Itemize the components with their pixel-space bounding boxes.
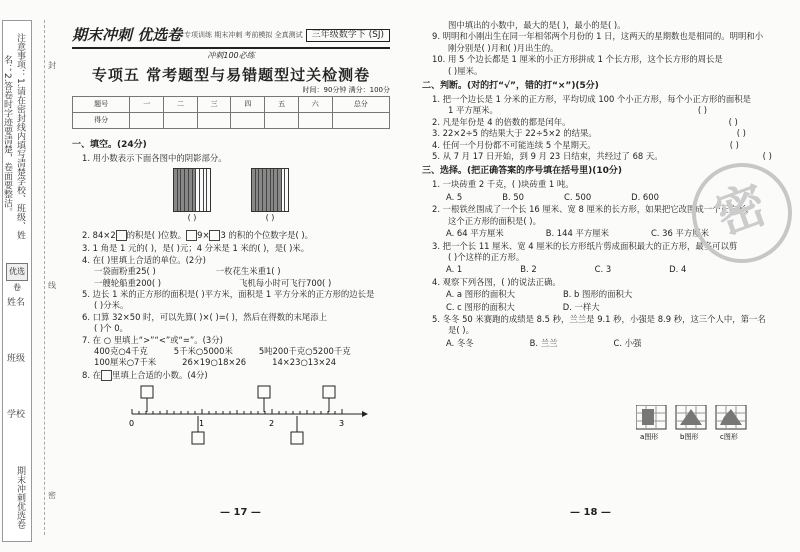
question: 3. 把一个长 11 厘米、宽 4 厘米的长方形纸片剪成面积最大的正方形，最多可以剪 [432,240,738,251]
figure-b [251,168,289,222]
motto: 冲刺100必练 [207,51,255,60]
compare-row: 400克○4千克 5千米○5000米 5吨200千克○5200千克 [94,346,351,357]
strip-school-label: 学校 [6,410,25,420]
section-heading: 二、判断。(对的打“√”，错的打“×”)(5分) [422,81,599,92]
question: 3. 22×2÷5 的结果大于 22÷5×2 的结果。 ( ) [432,128,746,139]
section-heading: 三、选择。(把正确答案的序号填在括号里)(10分) [422,166,622,177]
score-cell: 二 [164,97,198,113]
left-page [72,28,390,454]
page-number-left: — 17 — [220,507,261,518]
question-cont: ( )分米。 [94,300,129,311]
answer-box [192,432,204,444]
score-input[interactable] [298,113,332,129]
score-input[interactable] [164,113,198,129]
score-input[interactable] [231,113,265,129]
page-number-right: — 18 — [570,507,611,518]
question: 9. 明明和小刚出生在同一年相邻两个月份的 1 日，这两天的星期数也是相同的。明明和小 [432,31,764,42]
score-cell: 五 [265,97,299,113]
question: 5. 边长 1 米的正方形的面积是( )平方米，面积是 1 平方分米的正方形的边长是 [82,289,375,300]
question: 6. 口算 32×50 时，可以先算( )×( )=( )，然后在得数的末尾添上 [82,311,328,322]
time-score: 时间：90分钟 满分：100分 [302,86,390,94]
question: 2. 凡是年份是 4 的倍数的都是闰年。 ( ) [432,116,738,127]
cut-mark-mid: 线 [48,281,56,290]
question: 3. 1 角是 1 元的( )，是( )元；4 分米是 1 米的( )，是( )米。 [82,243,310,254]
compare-row: 100厘米○7千米 26×19○18×26 14×23○13×24 [94,357,337,368]
question: 2. 一根铁丝围成了一个长 16 厘米、宽 8 厘米的长方形，如果把它改围成一个正方形， [432,204,755,215]
page-header [72,28,390,49]
tick-label: 3 [339,418,345,428]
question: 1. 用小数表示下面各图中的阴影部分。 [82,153,227,163]
bar-figure-icon [251,168,289,212]
grid-figure-a [636,405,666,429]
figure-caption: a图形 [640,433,659,441]
cut-mark-top: 封 [48,61,56,70]
options-row: A. a 图形的面积大 B. b 图形的面积大 [446,289,633,300]
question-cont: 1 平方厘米。 ( ) [448,105,708,116]
grid-figure-b [676,405,706,429]
cut-line [44,20,45,535]
bar-figure-icon [173,168,211,212]
options-row: A. 冬冬 B. 兰兰 C. 小强 [446,337,642,348]
strip-name-label: 姓名 [6,298,25,308]
options-row: C. c 图形的面积大 D. 一样大 [446,301,600,312]
question: 7. 在 ○ 里填上“>”“<”或“=”。(3分) [82,334,223,345]
question: 4. 任何一个月份都不可能连续 5 个星期天。 ( ) [432,139,739,150]
blank-box-icon [116,230,127,241]
score-input[interactable] [265,113,299,129]
number-line-ticks [132,409,342,414]
question-row: 一袋面粉重25( ) 一枚花生米重1( ) [94,266,281,277]
score-cell: 得分 [73,113,130,129]
binding-strip [2,20,32,542]
arrow-icon [362,411,368,417]
score-input[interactable] [197,113,231,129]
question-cont: ( )个这样的正方形。 [448,251,525,262]
question-cont: 刚分别是( )月和( )月出生的。 [448,42,559,53]
answer-box [323,386,335,398]
answer-box [291,432,303,444]
score-cell: 总分 [332,97,389,113]
page-title: 专项五 常考题型与易错题型过关检测卷 [91,66,371,84]
strip-instructions: 注意事项：1.请在密封线内填写清楚学校、班级、姓名；2.答卷时字迹要清楚，卷面要整洁。 [2,32,25,240]
question: 5. 冬冬 50 米赛跑的成绩是 8.5 秒，兰兰是 9.1 秒，小强是 8.9 秒，这三个人中，第一名 [432,313,766,324]
score-row [73,113,390,129]
figure-answer: ( ) [265,213,275,223]
answer-box [258,386,270,398]
question: 1. 一块砖重 2 千克，( )块砖重 1 吨。 [432,179,574,190]
cut-mark-bottom: 密 [48,491,56,500]
figure-a [173,168,211,222]
options-row: A. 64 平方厘米 B. 144 平方厘米 C. 36 平方厘米 [446,228,709,239]
score-input[interactable] [130,113,164,129]
tick-label: 1 [199,418,205,428]
brand-title: 期末冲刺 优选卷 [72,26,183,44]
brand-tagline: 专项训练 期末冲刺 考前模拟 全真测试 [183,31,303,39]
question-cont: 是( )。 [448,325,474,336]
secret-seal-stamp: 密 [678,149,800,277]
score-header-row [73,97,390,113]
question: 1. 把一个边长是 1 分米的正方形，平均切成 100 个小正方形，每个小正方形的面积是 [432,94,751,105]
options-row: A. 5 B. 50 C. 500 D. 600 [446,191,659,202]
question: 4. 观察下列各图，( )的说法正确。 [432,276,561,287]
tick-label: 0 [129,418,135,428]
question-row: 一艘轮船重200( ) 飞机每小时可飞行700( ) [94,277,332,288]
grid-figures [636,405,756,445]
blank-box-icon [209,230,220,241]
question: 5. 从 7 月 17 日开始，到 9 月 23 日结束，共经过了 68 天。 ( ) [432,151,772,162]
figure-answer: ( ) [187,213,197,223]
strip-badge: 优选卷 [6,263,28,281]
score-table [72,96,390,129]
score-cell: 题号 [73,97,130,113]
options-row: A. 1 B. 2 C. 3 D. 4 [446,264,687,275]
figure-caption: c图形 [720,433,738,441]
score-cell: 三 [197,97,231,113]
question: 10. 用 5 个边长都是 1 厘米的小正方形拼成 1 个长方形，这个长方形的周长是 [432,54,723,65]
grade-label: 三年级数学下 (SJ) [306,29,390,42]
tick-label: 2 [269,418,275,428]
strip-logo-text: 期末冲刺优选卷 [15,465,25,529]
answer-box [141,386,153,398]
question: 8. 在 里填上合适的小数。(4分) [82,369,208,380]
score-cell: 四 [231,97,265,113]
question-cont: 图中填出的小数中，最大的是( )，最小的是( )。 [448,20,626,30]
question-cont: 这个正方形的面积是( )。 [448,215,541,226]
strip-class-label: 班级 [6,354,25,364]
question-cont: ( )个 0。 [94,323,128,334]
figure-caption: b图形 [680,433,699,441]
score-cell: 一 [130,97,164,113]
section-heading: 一、填空。(24分) [72,140,147,150]
number-line [72,384,390,454]
question: 4. 在( )里填上合适的单位。(2分) [82,254,206,265]
score-cell: 六 [298,97,332,113]
decimal-figures [72,168,390,222]
question: 2. 84×2 的积是( )位数。 9× 3 的积的个位数字是( )。 [82,230,314,241]
question-cont: ( )厘米。 [448,65,483,76]
score-input[interactable] [332,113,389,129]
grid-figure-c [716,405,746,429]
blank-box-icon [101,370,112,381]
blank-box-icon [186,230,197,241]
